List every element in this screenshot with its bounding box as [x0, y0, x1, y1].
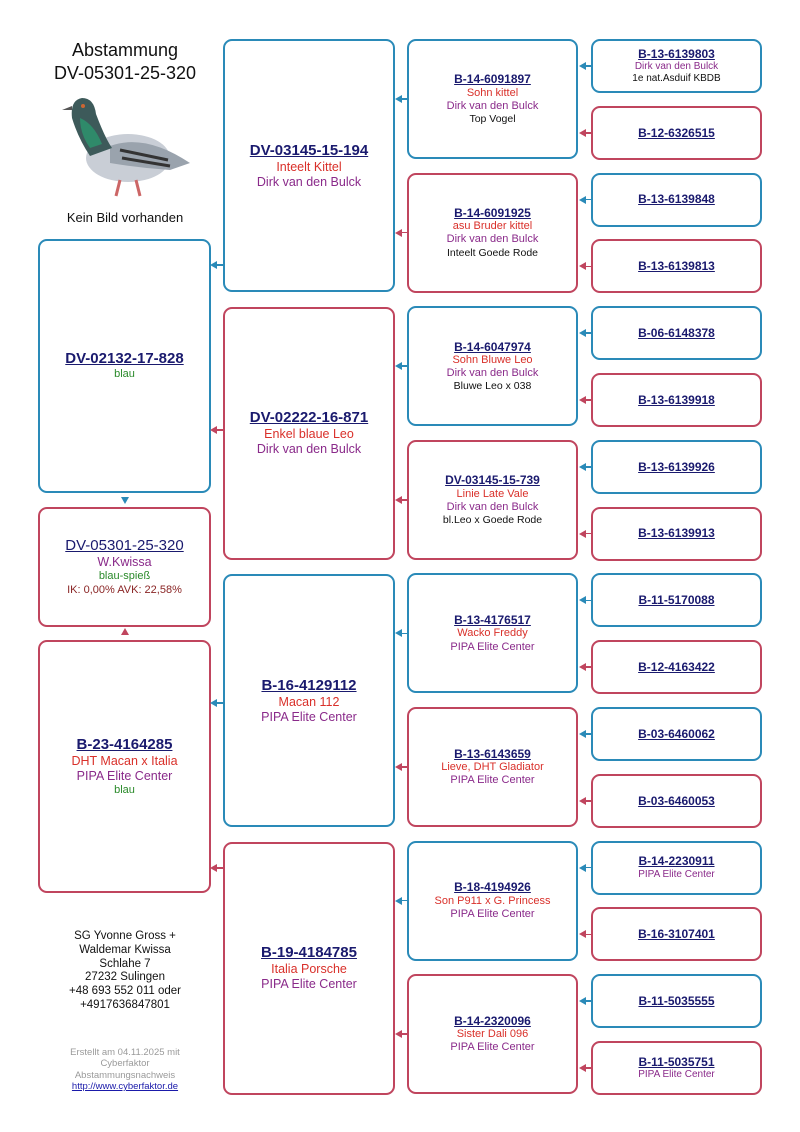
contact-line: +4917636847801 — [80, 998, 170, 1011]
connector-line — [216, 429, 223, 431]
name-text: asu Bruder kittel — [452, 220, 533, 233]
ancestor-box[interactable] — [591, 39, 762, 93]
ring-number-link[interactable]: B-18-4194926 — [454, 880, 531, 895]
name-text: Linie Late Vale — [456, 487, 529, 500]
ancestor-box[interactable] — [591, 239, 762, 293]
ring-number-link[interactable]: B-14-2320096 — [454, 1013, 531, 1028]
ring-number-link[interactable]: B-19-4184785 — [261, 944, 357, 961]
connector-line — [585, 65, 592, 67]
dam-box[interactable] — [38, 640, 211, 893]
ancestor-box[interactable] — [591, 974, 762, 1028]
connector-line — [585, 266, 592, 268]
connector-line — [585, 1000, 592, 1002]
name-text: Macan 112 — [278, 694, 340, 709]
owner-text: Dirk van den Bulck — [446, 367, 539, 380]
ring-number-link[interactable]: B-12-4163422 — [638, 659, 715, 674]
contact-line: SG Yvonne Gross + — [74, 930, 176, 942]
owner-text: Dirk van den Bulck — [634, 61, 719, 73]
name-text: DHT Macan x Italia — [71, 753, 178, 768]
ring-number-link[interactable]: DV-03145-15-194 — [249, 141, 369, 159]
color-text: blau-spieß — [98, 570, 151, 583]
ring-number-link[interactable]: B-12-6326515 — [638, 125, 715, 140]
ring-number-link[interactable]: B-11-5170088 — [638, 593, 715, 608]
connector-line — [585, 199, 592, 201]
contact-line: Schlahe 7 — [99, 957, 151, 970]
owner-text: PIPA Elite Center — [261, 977, 357, 991]
ring-number-link[interactable]: B-23-4164285 — [76, 735, 173, 753]
no-image-caption: Kein Bild vorhanden — [66, 210, 184, 225]
cyberfaktor-link[interactable]: http://www.cyberfaktor.de — [71, 1081, 179, 1093]
subject-box[interactable] — [38, 507, 211, 627]
color-text: blau — [114, 783, 135, 796]
connector-line — [585, 867, 592, 869]
owner-text: PIPA Elite Center — [261, 709, 357, 724]
credit-line: Cyberfaktor — [100, 1058, 150, 1070]
great-grandparent-box[interactable] — [407, 841, 578, 961]
owner-text: Dirk van den Bulck — [446, 233, 539, 246]
breeder-contact — [30, 930, 220, 1013]
ring-number-link[interactable]: B-16-3107401 — [638, 927, 715, 942]
name-text: Sohn Bluwe Leo — [452, 353, 533, 366]
note-text: Top Vogel — [469, 113, 516, 126]
connector-line — [401, 900, 408, 902]
grandparent-box[interactable] — [223, 39, 395, 292]
ring-number-link[interactable]: B-06-6148378 — [638, 325, 715, 340]
great-grandparent-box[interactable] — [407, 173, 578, 293]
ancestor-box[interactable] — [591, 774, 762, 828]
ring-number-link[interactable]: B-13-6143659 — [454, 746, 531, 761]
connector-line — [401, 98, 408, 100]
connector-line — [216, 702, 223, 704]
ring-number-link[interactable]: B-13-6139926 — [638, 459, 715, 474]
ancestor-box[interactable] — [591, 440, 762, 494]
owner-text: PIPA Elite Center — [76, 768, 173, 783]
grandparent-box[interactable] — [223, 842, 395, 1095]
connector-line — [585, 666, 592, 668]
note-text: Inteelt Goede Rode — [446, 246, 539, 259]
ring-number-link[interactable]: B-03-6460053 — [638, 793, 715, 808]
ring-number-link[interactable]: B-14-6091925 — [454, 205, 531, 220]
great-grandparent-box[interactable] — [407, 39, 578, 159]
credit-line: Abstammungsnachweis — [74, 1069, 176, 1081]
owner-text: Dirk van den Bulck — [446, 500, 539, 513]
connector-line — [216, 264, 223, 266]
owner-text: PIPA Elite Center — [450, 640, 535, 653]
ancestor-box[interactable] — [591, 173, 762, 227]
credit-note — [30, 1047, 220, 1093]
owner-text: PIPA Elite Center — [638, 1069, 715, 1081]
ancestor-box[interactable] — [591, 306, 762, 360]
connector-line — [401, 365, 408, 367]
connector-line — [401, 232, 408, 234]
owner-text: PIPA Elite Center — [638, 868, 715, 880]
great-grandparent-box[interactable] — [407, 306, 578, 426]
owner-text: Dirk van den Bulck — [256, 442, 362, 456]
ring-number-link[interactable]: B-13-6139918 — [638, 392, 715, 407]
connector-line — [585, 934, 592, 936]
great-grandparent-box[interactable] — [407, 573, 578, 693]
ring-number-link[interactable]: B-13-6139813 — [638, 259, 715, 274]
name-text: Enkel blaue Leo — [264, 427, 354, 441]
connector-line — [585, 132, 592, 134]
ring-number-link[interactable]: B-13-4176517 — [454, 613, 531, 627]
ring-number-link[interactable]: B-11-5035555 — [638, 993, 715, 1008]
ancestor-box[interactable] — [591, 106, 762, 160]
connector-line — [585, 733, 592, 735]
note-text: bl.Leo x Goede Rode — [442, 513, 543, 526]
ring-number-link[interactable]: DV-02132-17-828 — [65, 350, 184, 368]
ring-number-link[interactable]: B-16-4129112 — [261, 676, 357, 694]
name-text: Sohn kittel — [466, 86, 519, 99]
ancestor-box[interactable] — [591, 640, 762, 694]
ring-number-link[interactable]: DV-02222-16-871 — [249, 409, 369, 426]
owner-text: PIPA Elite Center — [450, 774, 535, 787]
owner-text: PIPA Elite Center — [450, 1041, 535, 1054]
ancestor-box[interactable] — [591, 1041, 762, 1095]
ring-number-link[interactable]: B-14-2230911 — [638, 854, 715, 869]
subject-ring-heading: DV-05301-25-320 — [53, 63, 197, 83]
stats-text: IK: 0,00% AVK: 22,58% — [67, 583, 182, 596]
ring-number-link[interactable]: B-13-6139848 — [638, 192, 715, 207]
name-text: Sister Dali 096 — [456, 1028, 529, 1041]
ring-number-link[interactable]: B-13-6139803 — [638, 46, 715, 61]
ancestor-box[interactable] — [591, 707, 762, 761]
note-text: 1e nat.Asduif KBDB — [632, 73, 721, 85]
connector-line — [216, 867, 223, 869]
connector-line — [585, 332, 592, 334]
connector-line — [585, 399, 592, 401]
name-text: Son P911 x G. Princess — [434, 894, 551, 907]
ring-number-link[interactable]: B-03-6460062 — [638, 726, 715, 741]
connector-line — [585, 1067, 592, 1069]
great-grandparent-box[interactable] — [407, 707, 578, 827]
ring-number-link[interactable]: B-14-6047974 — [454, 339, 531, 354]
connector-line — [401, 499, 408, 501]
owner-text: W.Kwissa — [97, 555, 152, 570]
ancestor-box[interactable] — [591, 507, 762, 561]
credit-line: Erstellt am 04.11.2025 mit — [70, 1047, 180, 1058]
name-text: Inteelt Kittel — [276, 159, 342, 174]
ring-number-link[interactable]: DV-05301-25-320 — [65, 537, 184, 555]
great-grandparent-box[interactable] — [407, 974, 578, 1094]
contact-line: Waldemar Kwissa — [79, 943, 171, 956]
connector-line — [585, 600, 592, 602]
connector-line — [585, 466, 592, 468]
great-grandparent-box[interactable] — [407, 440, 578, 560]
grandparent-box[interactable] — [223, 574, 395, 827]
ancestor-box[interactable] — [591, 907, 762, 961]
ancestor-box[interactable] — [591, 373, 762, 427]
name-text: Wacko Freddy — [457, 627, 528, 640]
owner-text: Dirk van den Bulck — [256, 174, 362, 189]
ring-number-link[interactable]: B-13-6139913 — [638, 526, 715, 541]
color-text: blau — [114, 368, 135, 381]
contact-line: +48 693 552 011 oder — [68, 985, 181, 998]
connector-line — [401, 1033, 408, 1035]
connector-line — [585, 800, 592, 802]
document-title: Abstammung — [71, 40, 179, 60]
pigeon-photo — [50, 88, 200, 208]
ring-number-link[interactable]: B-11-5035751 — [638, 1054, 715, 1069]
owner-text: Dirk van den Bulck — [446, 99, 539, 112]
ancestor-box[interactable] — [591, 573, 762, 627]
sire-box[interactable] — [38, 239, 211, 493]
name-text: Lieve, DHT Gladiator — [441, 761, 544, 773]
arrow-icon — [121, 628, 129, 635]
name-text: Italia Porsche — [271, 962, 347, 976]
ancestor-box[interactable] — [591, 841, 762, 895]
contact-line: 27232 Sulingen — [85, 971, 165, 984]
connector-line — [401, 633, 408, 635]
owner-text: PIPA Elite Center — [450, 907, 535, 920]
connector-line — [585, 533, 592, 535]
connector-line — [401, 766, 408, 768]
grandparent-box[interactable] — [223, 307, 395, 560]
arrow-icon — [121, 497, 129, 504]
ring-number-link[interactable]: B-14-6091897 — [454, 72, 531, 87]
ring-number-link[interactable]: DV-03145-15-739 — [445, 473, 540, 488]
note-text: Bluwe Leo x 038 — [453, 380, 532, 393]
